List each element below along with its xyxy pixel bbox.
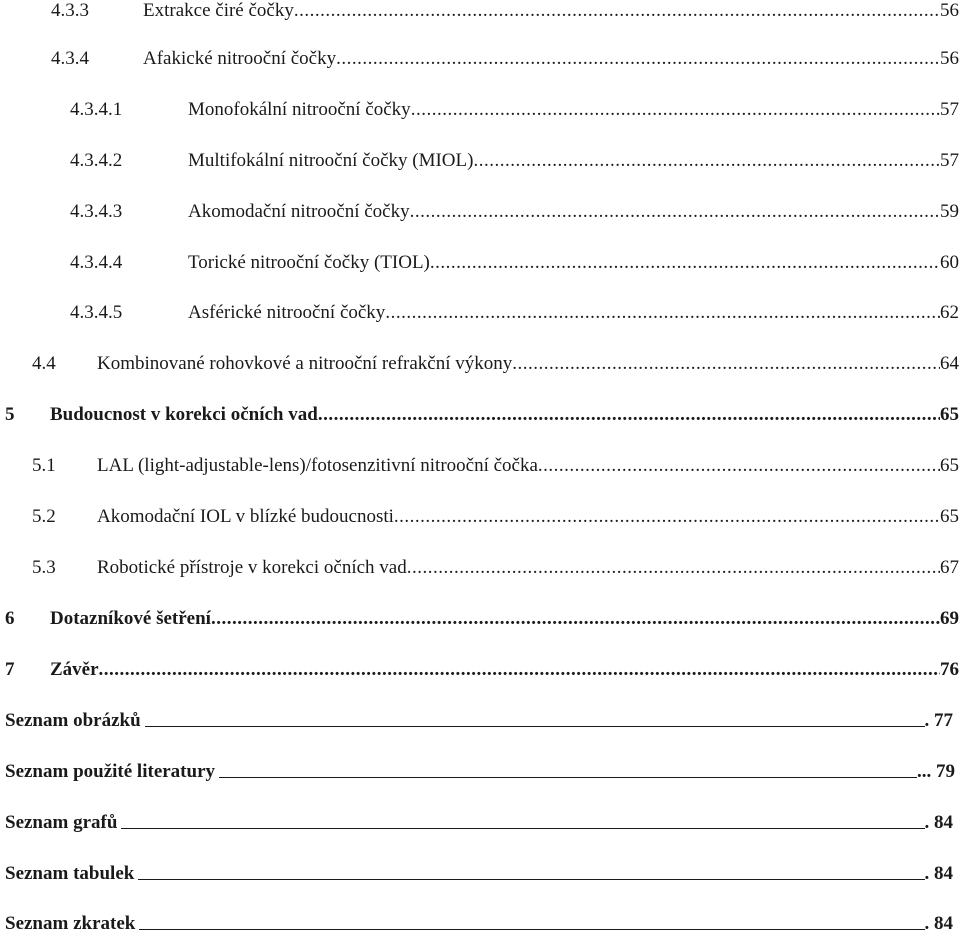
toc-page-number: 62 — [940, 302, 959, 323]
toc-title: Akomodační IOL v blízké budoucnosti — [97, 506, 394, 527]
toc-title: Seznam grafů — [5, 812, 118, 833]
toc-page-number: . 77 — [924, 710, 953, 731]
toc-number: 5 — [5, 404, 15, 425]
toc-leader-line — [219, 777, 917, 778]
toc-title: Multifokální nitrooční čočky (MIOL) — [188, 150, 474, 171]
toc-page-number: 64 — [940, 353, 959, 374]
toc-entry[interactable] — [70, 250, 959, 276]
toc-title: Asférické nitrooční čočky — [188, 302, 386, 323]
toc-leader-dots — [538, 453, 940, 479]
toc-entry[interactable] — [32, 504, 959, 530]
toc-number: 4.3.4 — [51, 48, 89, 69]
toc-entry[interactable] — [5, 402, 959, 428]
toc-number: 6 — [5, 608, 15, 629]
toc-number: 5.3 — [32, 557, 56, 578]
toc-leader-dots — [385, 300, 940, 326]
toc-title: Torické nitrooční čočky (TIOL) — [188, 252, 430, 273]
toc-entry[interactable] — [70, 300, 959, 326]
toc-page-number: . 84 — [924, 863, 953, 884]
toc-entry[interactable] — [32, 351, 959, 377]
toc-title: Afakické nitrooční čočky — [143, 48, 337, 69]
toc-title: LAL (light-adjustable-lens)/fotosenzitivní nitrooční čočka — [97, 455, 538, 476]
toc-page-number: 69 — [940, 608, 959, 629]
toc-leader-dots — [211, 606, 940, 632]
toc-entry[interactable] — [5, 657, 959, 683]
toc-page-number: . 84 — [924, 913, 953, 934]
toc-number: 4.3.4.3 — [70, 201, 123, 222]
toc-number: 4.3.4.5 — [70, 302, 123, 323]
toc-page-number: 56 — [940, 0, 959, 21]
toc-list-entry[interactable] — [5, 911, 953, 937]
toc-title: Extrakce čiré čočky — [143, 0, 294, 21]
toc-title: Seznam použité literatury — [5, 761, 216, 782]
toc-title: Seznam zkratek — [5, 913, 136, 934]
toc-page-number: ... 79 — [917, 761, 955, 782]
toc-leader-dots — [318, 402, 940, 428]
toc-page-number: 65 — [940, 404, 959, 425]
toc-entry[interactable] — [5, 606, 959, 632]
toc-page-number: 57 — [940, 99, 959, 120]
toc-title: Závěr — [50, 659, 99, 680]
toc-title: Dotazníkové šetření — [50, 608, 211, 629]
toc-entry[interactable] — [32, 555, 959, 581]
toc-leader-line — [139, 929, 924, 930]
toc-title: Seznam tabulek — [5, 863, 135, 884]
toc-page-number: 65 — [940, 455, 959, 476]
toc-title: Kombinované rohovkové a nitrooční refrakční výkony — [97, 353, 513, 374]
toc-leader-dots — [294, 0, 940, 24]
toc-entry[interactable] — [70, 148, 959, 174]
toc-leader-dots — [394, 504, 940, 530]
toc-entry[interactable] — [51, 0, 959, 24]
toc-leader-dots — [99, 657, 940, 683]
toc-page-number: 59 — [940, 201, 959, 222]
toc-title: Seznam obrázků — [5, 710, 141, 731]
toc-title: Budoucnost v korekci očních vad — [50, 404, 318, 425]
toc-entry[interactable] — [32, 453, 959, 479]
toc-list-entry[interactable] — [5, 861, 953, 887]
toc-leader-dots — [473, 148, 940, 174]
toc-list-entry[interactable] — [5, 810, 953, 836]
toc-title: Robotické přístroje v korekci očních vad — [97, 557, 407, 578]
toc-entry[interactable] — [51, 46, 959, 72]
toc-number: 7 — [5, 659, 15, 680]
toc-number: 4.3.4.4 — [70, 252, 123, 273]
toc-leader-dots — [336, 46, 940, 72]
toc-entry[interactable] — [70, 199, 959, 225]
toc-page-number: 65 — [940, 506, 959, 527]
toc-number: 4.3.4.2 — [70, 150, 123, 171]
toc-leader-dots — [410, 199, 940, 225]
toc-leader-dots — [411, 97, 940, 123]
toc-title: Akomodační nitrooční čočky — [188, 201, 410, 222]
toc-leader-dots — [512, 351, 940, 377]
toc-title: Monofokální nitrooční čočky — [188, 99, 411, 120]
toc-number: 4.3.4.1 — [70, 99, 123, 120]
toc-list-entry[interactable] — [5, 708, 953, 734]
toc-leader-line — [121, 828, 924, 829]
toc-page-number: 60 — [940, 252, 959, 273]
toc-leader-dots — [430, 250, 940, 276]
toc-entry[interactable] — [70, 97, 959, 123]
toc-list-entry[interactable] — [5, 759, 955, 785]
toc-number: 5.2 — [32, 506, 56, 527]
toc-number: 4.4 — [32, 353, 56, 374]
toc-leader-line — [138, 879, 924, 880]
toc-page-number: 56 — [940, 48, 959, 69]
toc-leader-dots — [407, 555, 940, 581]
toc-number: 5.1 — [32, 455, 56, 476]
toc-page-number: 67 — [940, 557, 959, 578]
toc-page-number: . 84 — [924, 812, 953, 833]
toc-page-number: 57 — [940, 150, 959, 171]
toc-page-number: 76 — [940, 659, 959, 680]
toc-number: 4.3.3 — [51, 0, 89, 21]
toc-leader-line — [145, 726, 925, 727]
